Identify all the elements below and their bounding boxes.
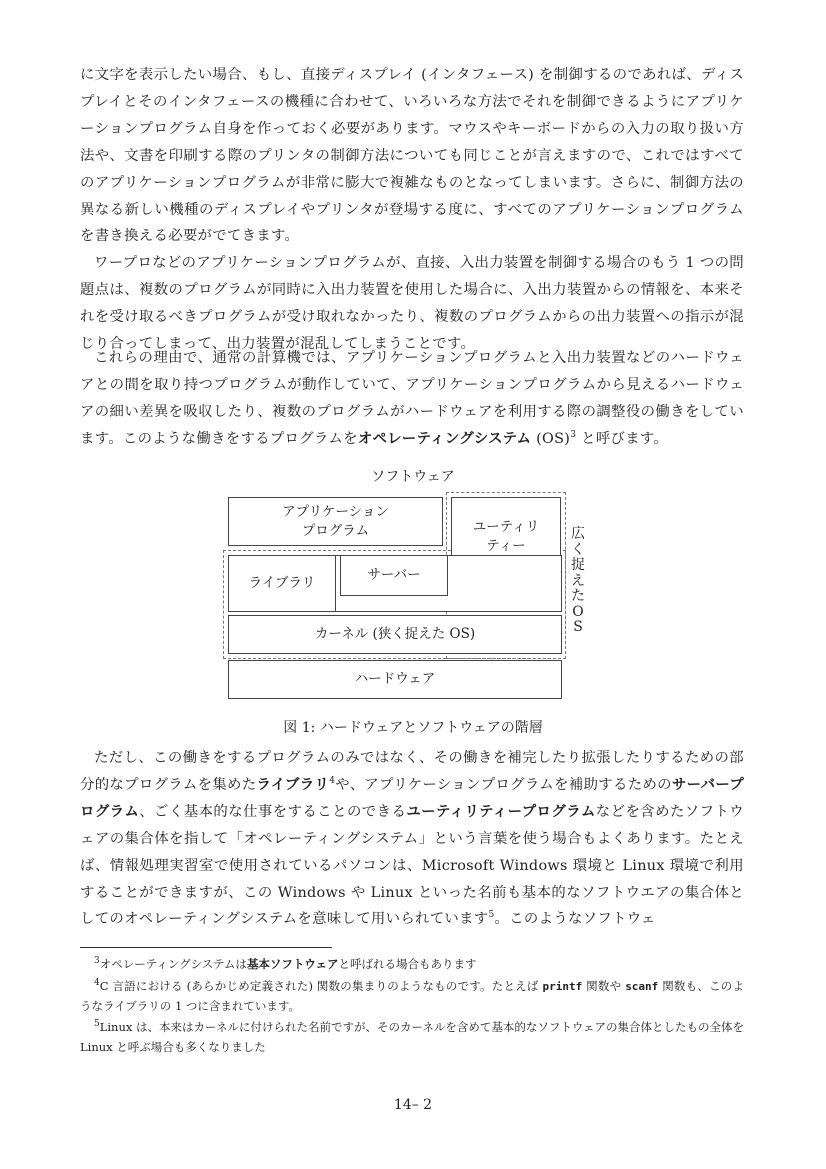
paragraph-3	[80, 345, 744, 453]
figure-kernel-box	[228, 615, 562, 654]
footnote-3-text-a: オペレーティングシステムは	[99, 957, 247, 971]
footnote-4-text-a: C 言語における (あらかじめ定義された) 関数の集まりのようなものです。たとえば	[99, 979, 543, 993]
footnote-4-text-b: 関数や	[582, 979, 626, 993]
paragraph-3-text-a: これらの理由で、通常の計算機では、アプリケーションプログラムと入出力装置などのハードウェアとの間を取り持つプログラムが動作していて、アプリケーションプログラムから見えるハードウェアの細い差異を吸収したり、複数のプログラムがハードウェアを利用する際の調整役の働きをしています。このような働きをするプログラムを	[80, 350, 744, 447]
footnote-rule	[80, 947, 332, 948]
figure-application-box	[228, 497, 443, 546]
broad-os-char: 捉	[571, 557, 585, 573]
code-scanf: scanf	[625, 980, 659, 993]
paragraph-4-text-b: や、アプリケーションプログラムを補助するための	[335, 776, 672, 793]
broad-os-char: え	[571, 572, 585, 589]
footnote-3	[80, 955, 744, 975]
paragraph-4-text-d: などを含めたソフトウェアの集合体を指して「オペレーティングシステム」という言葉を使う場合もよくあります。たとえば、情報処理実習室で使用されているパソコンは、Microsoft Windows 環境と Linux 環境で利用することができますが、この Windows や Linux といった名前も基本的なソフトウエアの集合体としてのオペレーティングシステムを意味して用いられています	[80, 803, 744, 928]
paragraph-1: に文字を表示したい場合、もし、直接ディスプレイ (インタフェース) を制御するのであれば、ディスプレイとそのインタフェースの機種に合わせて、いろいろな方法でそれを制御できるようにアプリケーションプログラム自身を作っておく必要があります。マウスやキーボードからの入力の取り扱い方法や、文書を印刷する際のプリンタの制御方法についても同じことが言えますので、これではすべてのアプリケーションプログラムが非常に膨大で複雑なものとなってしまいます。さらに、制御方法の異なる新しい機種のディスプレイやプリンタが登場する度に、すべてのアプリケーションプログラムを書き換える必要がでてきます。	[80, 67, 744, 245]
utility-label-2: ティー	[486, 538, 526, 554]
kernel-label: カーネル (狭く捉えた OS)	[314, 626, 476, 642]
broad-os-char: く	[571, 541, 585, 558]
broad-os-char: O	[572, 603, 584, 620]
paragraph-2: ワープロなどのアプリケーションプログラムが、直接、入出力装置を制御する場合のもう 1 つの問題点は、複数のプログラムが同時に入出力装置を使用した場合に、入出力装置からの情報を、本来それを受け取るべきプログラムが受け取れなかったり、複数のプログラムからの出力装置への指示が混じり合ってしまって、出力装置が混乱してしまうことです。	[80, 255, 744, 352]
broad-os-char: 広	[571, 526, 585, 542]
footnote-5-text: Linux は、本来はカーネルに付けられた名前ですが、そのカーネルを含めて基本的なソフトウェアの集合体としたもの全体を Linux と呼ぶ場合も多くなりました	[80, 1020, 744, 1054]
term-utility-program: ユーティリティープログラム	[406, 803, 596, 820]
library-label: ライブラリ	[248, 575, 316, 591]
paragraph-4-text-e: 。このようなソフトウェ	[494, 911, 656, 928]
footnote-5-mark: 5	[94, 1019, 100, 1030]
footnote-5	[80, 1018, 744, 1057]
application-label-2: プログラム	[301, 522, 370, 539]
footnote-ref-3: 3	[570, 429, 577, 440]
broad-os-char: た	[571, 588, 585, 604]
figure-hardware-box	[228, 660, 562, 699]
footnote-ref-4: 4	[329, 776, 336, 787]
figure-server-box	[340, 555, 448, 596]
term-server-program: サーバープログラム	[80, 776, 745, 820]
paragraph-4-text-c: 、ごく基本的な仕事をすることのできる	[139, 803, 407, 820]
figure-software-label: ソフトウェア	[371, 469, 455, 485]
footnote-4-text-c: 関数も、このようなライブラリの 1 つに含まれています。	[80, 979, 745, 1013]
application-label-1: アプリケーション	[282, 503, 389, 520]
term-operating-system: オペレーティングシステム	[357, 430, 532, 447]
footnote-4	[80, 977, 744, 1016]
broad-os-char: S	[573, 619, 583, 635]
paragraph-3-text-b: (OS)	[531, 430, 571, 447]
footnote-3-mark: 3	[94, 956, 100, 967]
term-library: ライブラリ	[256, 776, 330, 793]
footnote-4-mark: 4	[94, 978, 100, 989]
term-basic-software: 基本ソフトウェア	[246, 957, 339, 971]
code-printf: printf	[542, 980, 583, 993]
utility-label-1: ユーティリ	[472, 519, 540, 535]
paragraph-4	[80, 745, 744, 933]
page-number: 14– 2	[393, 1097, 433, 1113]
hardware-label: ハードウェア	[354, 671, 436, 687]
broad-os-vertical-label	[570, 527, 586, 636]
paragraph-4-text-a: ただし、この働きをするプログラムのみではなく、その働きを補完したり拡張したりするための部分的なプログラムを集めた	[80, 750, 744, 793]
footnote-ref-5: 5	[488, 910, 495, 921]
server-label: サーバー	[367, 567, 421, 583]
footnote-3-text-b: と呼ばれる場合もあります	[338, 957, 477, 971]
figure-caption: 図 1: ハードウェアとソフトウェアの階層	[283, 720, 543, 736]
paragraph-3-text-c: と呼びます。	[576, 430, 669, 447]
figure-library-box	[228, 555, 336, 612]
